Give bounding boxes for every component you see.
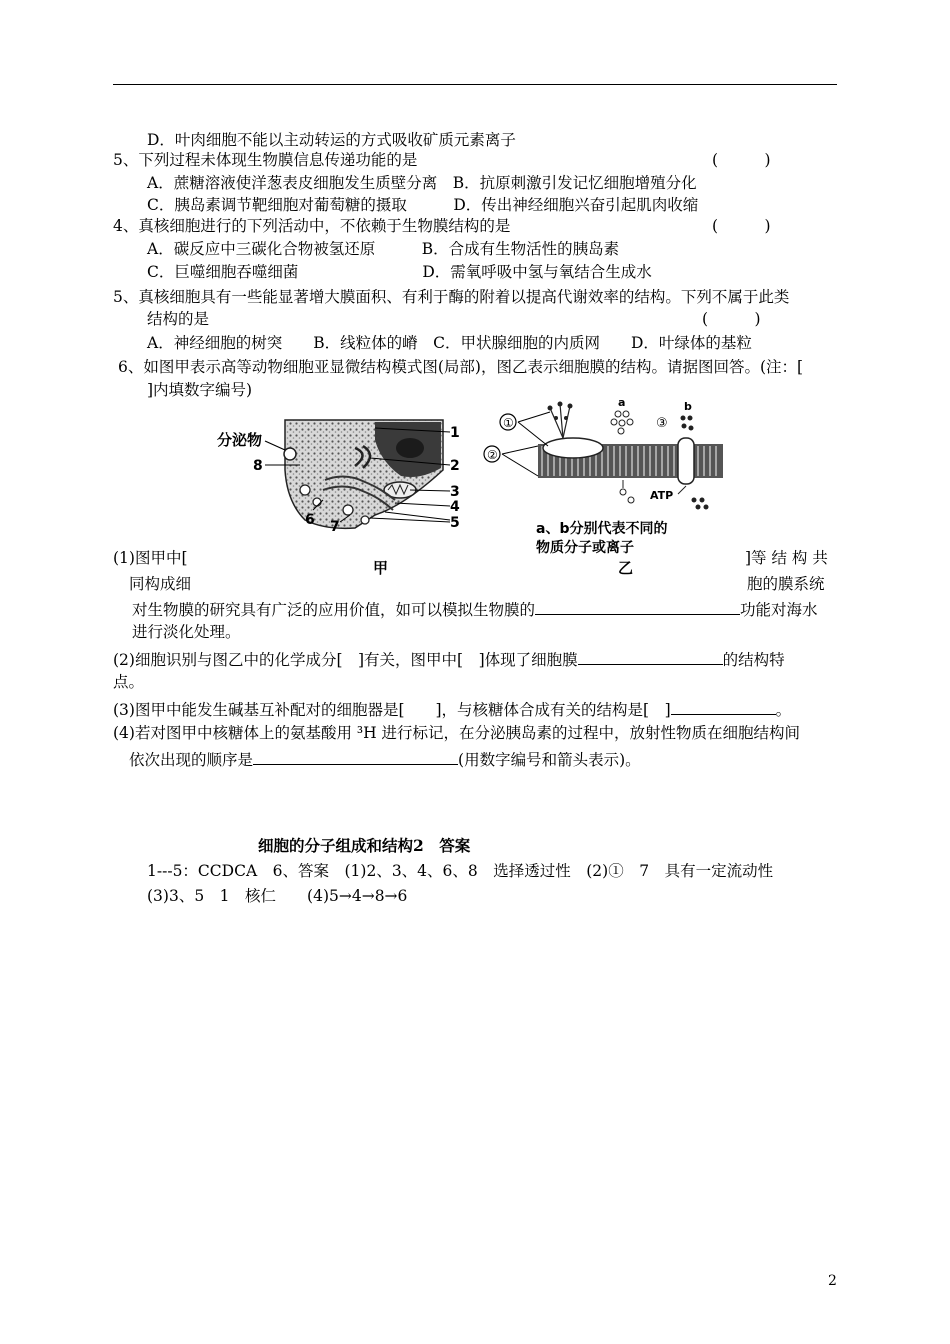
answer-blank-1[interactable]	[535, 598, 740, 615]
q4-options-ab: A．碳反应中三碳化合物被氢还原 B．合成有生物活性的胰岛素	[147, 240, 620, 258]
figure-cell-membrane	[478, 396, 728, 576]
q4-options-cd: C．巨噬细胞吞噬细菌 D．需氧呼吸中氢与氧结合生成水	[147, 263, 652, 281]
q4-paren: ( )	[712, 217, 771, 235]
marker-1: ①	[503, 416, 514, 430]
q6-p2-tail: 的结构特	[722, 651, 785, 669]
page-number: 2	[828, 1273, 837, 1289]
q5b-stem: 5、真核细胞具有一些能显著增大膜面积、有利于酶的附着以提高代谢效率的结构。下列不属于此类	[113, 288, 790, 306]
q6-p2-text: (2)细胞识别与图乙中的化学成分[ ]有关，图甲中[ ]体现了细胞膜	[113, 651, 578, 669]
label-secretion: 分泌物	[217, 431, 263, 449]
letter-a: a	[618, 396, 626, 409]
q5a-options-ab: A．蔗糖溶液使洋葱表皮细胞发生质壁分离 B．抗原刺激引发记忆细胞增殖分化	[147, 174, 697, 192]
answer-blank-2[interactable]	[578, 648, 723, 665]
caption-jia: 甲	[373, 559, 389, 577]
q6-p1-line3	[132, 598, 818, 620]
q6-p2-cont: 点。	[113, 673, 145, 691]
q6-p3	[113, 698, 791, 720]
q6-p1-end: ]等 结 构 共	[745, 549, 828, 567]
q6-p4-text: 依次出现的顺序是	[129, 751, 254, 769]
q5b-stem-cont: 结构的是	[147, 310, 210, 328]
figure-cell-structure	[205, 410, 485, 585]
marker-3: ③	[656, 416, 668, 431]
q6-p1-line2-end: 胞的膜系统	[747, 575, 825, 593]
header-rule	[113, 84, 837, 85]
label-atp: ATP	[650, 489, 674, 502]
q5b-paren: ( )	[702, 310, 761, 328]
q6-p3-tail: 。	[775, 701, 792, 719]
label-5: 5	[450, 515, 460, 531]
q6-stem-cont: ]内填数字编号)	[147, 381, 253, 399]
answer-blank-4[interactable]	[253, 748, 458, 765]
label-1: 1	[450, 425, 460, 441]
label-7: 7	[330, 519, 340, 535]
caption-yi: 乙	[618, 559, 634, 576]
q6-p1-line2-start: 同构成细	[129, 575, 192, 593]
q5a-stem: 5、下列过程未体现生物膜信息传递功能的是	[113, 151, 418, 169]
q6-stem: 6、如图甲表示高等动物细胞亚显微结构模式图(局部)，图乙表示细胞膜的结构。请据图回答。(注：[	[118, 358, 804, 376]
answers-line-1: 1---5：CCDCA 6、答案 (1)2、3、4、6、8 选择透过性 (2)① 7 具有一定流动性	[147, 862, 774, 880]
label-2: 2	[450, 458, 460, 474]
q6-p3-text: (3)图甲中能发生碱基互补配对的细胞器是[ ]，与核糖体合成有关的结构是[ ]	[113, 701, 671, 719]
q6-p1-line3-text: 对生物膜的研究具有广泛的应用价值，如可以模拟生物膜的	[132, 601, 536, 619]
label-3: 3	[450, 484, 460, 500]
q6-p4: (4)若对图甲中核糖体上的氨基酸用 ³H 进行标记，在分泌胰岛素的过程中，放射性物质在细胞结构间	[113, 724, 801, 742]
label-8: 8	[253, 458, 263, 474]
q6-p1-line3-tail: 功能对海水	[740, 601, 818, 619]
q6-p4-tail: (用数字编号和箭头表示)。	[458, 751, 641, 769]
option-d-prev: D．叶肉细胞不能以主动转运的方式吸收矿质元素离子	[147, 131, 516, 149]
q6-p1-start: (1)图甲中[	[113, 549, 188, 567]
note-line-1: a、b分别代表不同的	[536, 521, 668, 537]
answers-line-2: (3)3、5 1 核仁 (4)5→4→8→6	[147, 887, 408, 905]
q6-p4-cont	[129, 748, 641, 770]
label-6: 6	[305, 512, 315, 528]
letter-b: b	[684, 400, 692, 413]
note-line-2: 物质分子或离子	[536, 540, 634, 556]
label-4: 4	[450, 499, 460, 515]
q5a-options-cd: C．胰岛素调节靶细胞对葡萄糖的摄取 D．传出神经细胞兴奋引起肌肉收缩	[147, 196, 699, 214]
q4-stem: 4、真核细胞进行的下列活动中，不依赖于生物膜结构的是	[113, 217, 511, 235]
q6-p1-line4: 进行淡化处理。	[132, 623, 241, 641]
answers-title: 细胞的分子组成和结构2 答案	[258, 836, 471, 855]
q6-p2	[113, 648, 785, 670]
marker-2: ②	[487, 448, 498, 462]
q5a-paren: ( )	[712, 151, 771, 169]
q5b-options: A．神经细胞的树突 B．线粒体的嵴 C．甲状腺细胞的内质网 D．叶绿体的基粒	[147, 334, 752, 352]
answer-blank-3[interactable]	[671, 698, 776, 715]
